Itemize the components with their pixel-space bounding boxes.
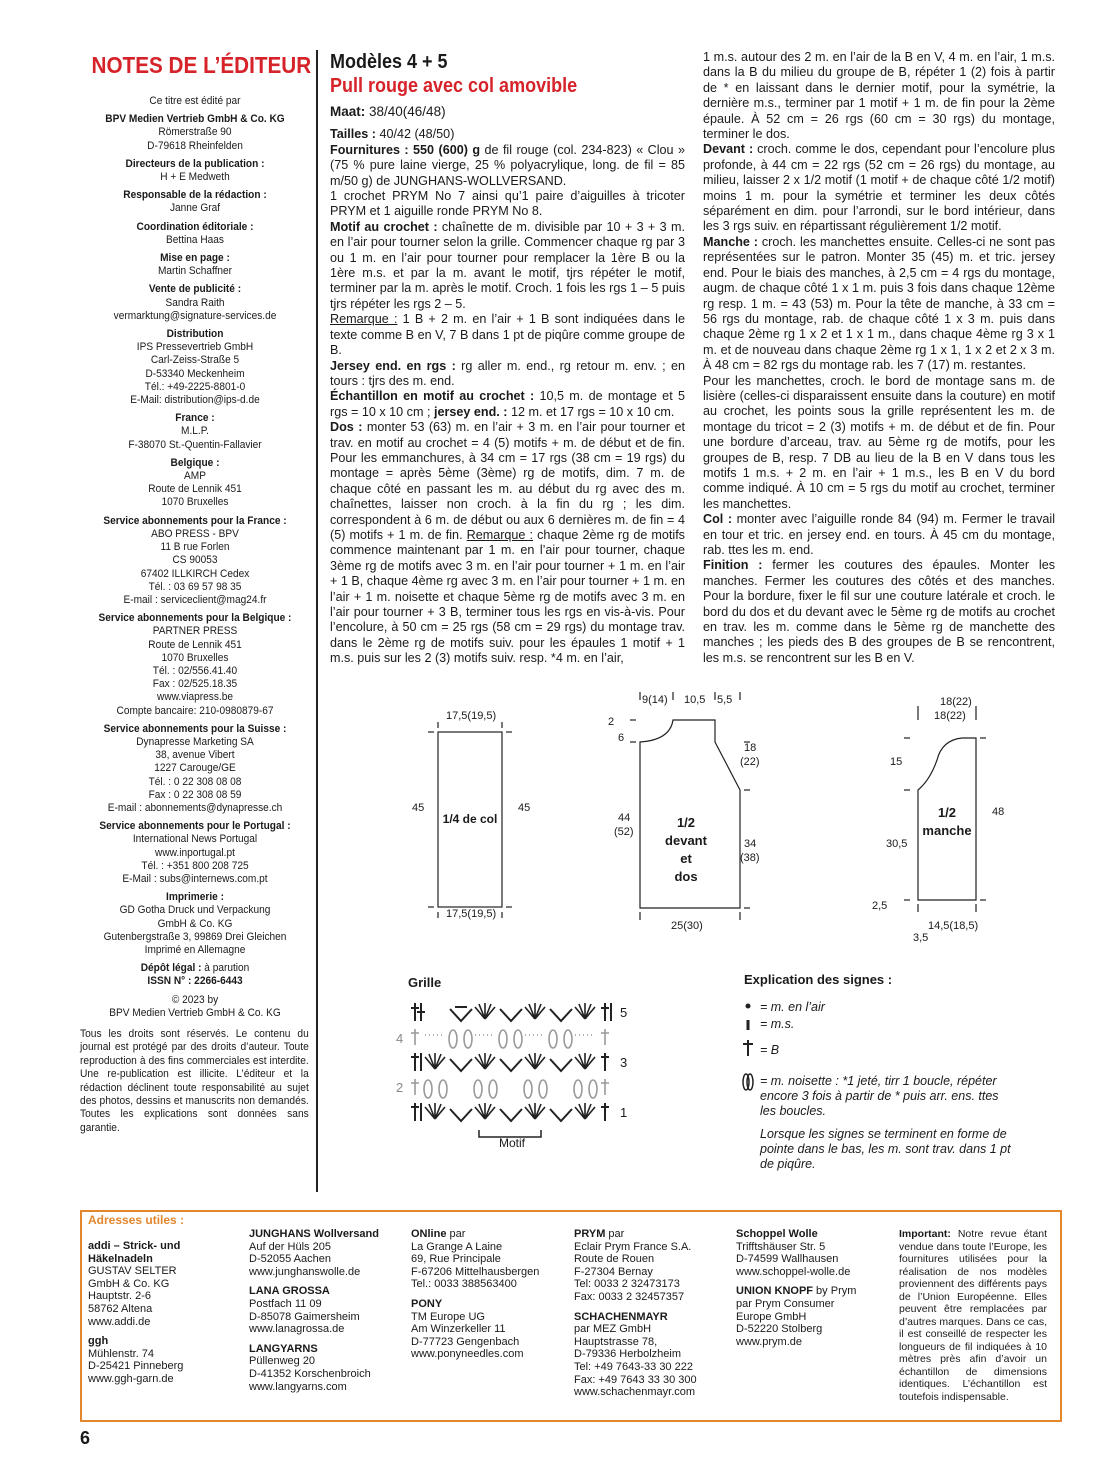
address-line: D-85078 Gaimersheim: [249, 1310, 360, 1323]
instruction-text: monter 53 (63) m. en l’air + 3 m. en l’air pour tourner et trav. en motif au crochet = 4 (5) motifs + m. de début et de fin. Pour les emmanchures, à 34 cm = 17 rgs (38 cm = 19 rgs) du montage = après 5ème (3ème) rg de motifs, dim. 7 m. de chaque côté en passant les m. au début du rg avec des m. chaînettes, laisser non croch. à la fin du rg ; les dim. correspondent à 6 m. de début ou aux 6 dernières m. de fin = 4 (5) motifs + 1 m. de fin.: [330, 420, 686, 542]
address-line: www.addi.de: [88, 1315, 151, 1328]
address-line: 69, Rue Principale: [411, 1253, 501, 1266]
col-label: 1/4 de col: [442, 812, 498, 826]
address-heading-line: [574, 1311, 724, 1324]
editor-block-line: BPV Medien Vertrieb GmbH & Co. KG: [109, 1006, 281, 1019]
row-label-2: 2: [396, 1080, 404, 1095]
instruction-paragraph: [703, 558, 1055, 666]
instruction-text: 10,5 m. de montage et 5 rgs = 10 x 10 cm ;: [330, 389, 685, 419]
address-line: TM Europe UG: [411, 1310, 485, 1323]
body-top-b: 10,5: [684, 694, 706, 706]
addresses-col-4: [574, 1228, 724, 1406]
address-line: Am Winzerkeller 11: [411, 1323, 506, 1336]
address-heading: PONY: [411, 1297, 443, 1310]
pattern-instructions-2: [703, 50, 1055, 666]
instruction-heading: Tailles :: [330, 127, 376, 142]
address-line: par MEZ GmbH: [574, 1323, 652, 1336]
addresses-col-1: [88, 1240, 238, 1393]
schematics: [330, 690, 1080, 944]
editor-block-line: GmbH & Co. KG: [157, 917, 233, 930]
address-line: Tel.: 0033 388563400: [411, 1278, 517, 1291]
editor-block-line: AMP: [184, 470, 206, 483]
instruction-heading: Manche :: [703, 234, 758, 249]
address-line: D-74599 Wallhausen: [736, 1253, 839, 1266]
editor-block-line: Sandra Raith: [165, 296, 225, 309]
col-top-dim: 17,5(19,5): [446, 710, 497, 722]
row-label-5: 5: [620, 1005, 628, 1020]
editor-block-line: www.viapress.be: [157, 691, 233, 704]
editor-block-line: IPS Pressevertrieb GmbH: [136, 341, 254, 354]
instruction-text: rg aller m. end., rg retour m. env. ; en tours : tjrs des m. end.: [330, 358, 685, 388]
address-line: Tel: +49 7643-33 30 222: [574, 1360, 693, 1373]
address-line: Postfach 11 09: [249, 1297, 322, 1310]
body-left-1b: (52): [614, 826, 634, 838]
editor-block-heading-line: [89, 962, 301, 975]
col-bottom-dim: 17,5(19,5): [446, 908, 497, 920]
editor-block-line: Janne Graf: [169, 202, 221, 215]
instruction-text: 1 crochet PRYM No 7 ainsi qu’1 paire d’aiguilles à tricoter PRYM et 1 aiguille ronde PRYM No 8.: [330, 189, 685, 219]
sleeve-left-15: 15: [890, 756, 903, 768]
editor-block: [89, 189, 301, 215]
sleeve-bottom-35: 3,5: [913, 932, 929, 944]
sleeve-top-a: 18(22): [940, 696, 972, 708]
address-line: F-27304 Bernay: [574, 1265, 653, 1278]
address-heading: ONline: [411, 1228, 447, 1240]
instruction-paragraph: [330, 220, 685, 312]
editor-block-heading: France :: [175, 412, 215, 425]
body-top-c: 5,5: [717, 694, 733, 706]
legend-note: Lorsque les signes se terminent en forme de pointe dans le bas, les m. sont trav. dans 1 pt de piqûre.: [760, 1127, 1011, 1171]
body-label-1: 1/2: [676, 815, 696, 830]
editor-block-heading: BPV Medien Vertrieb GmbH & Co. KG: [105, 113, 285, 126]
address-heading: JUNGHANS Wollversand: [249, 1228, 379, 1240]
editor-block-line: Ce titre est édité par: [149, 95, 241, 107]
pattern-subtitle: Pull rouge avec col amovible: [330, 75, 578, 97]
address-heading-line: [249, 1343, 399, 1356]
address-heading-suffix: par: [605, 1228, 625, 1240]
editor-block-heading: Service abonnements pour la France :: [103, 514, 287, 527]
col-right-dim: 45: [518, 802, 531, 814]
instruction-heading: Dos :: [330, 420, 363, 435]
addresses-col-5: [736, 1228, 886, 1355]
editor-block-line: Tél. : 02/556.41.40: [152, 664, 238, 677]
editor-block-heading: Responsable de la rédaction :: [123, 189, 267, 202]
address-heading: addi – Strick- und Häkelnadeln: [88, 1240, 181, 1265]
address-line: Hauptstr. 2-6: [88, 1290, 151, 1303]
body-bottom-dim: 25(30): [671, 920, 703, 932]
editor-block: [89, 891, 301, 957]
instruction-text: 40/42 (48/50): [375, 127, 455, 142]
row-4-symbols: [411, 1029, 609, 1048]
editor-block: [89, 962, 301, 988]
body-right-2: 34: [744, 838, 757, 850]
address-heading: LANA GROSSA: [249, 1285, 330, 1298]
editor-notes-title: NOTES DE L’ÉDITEUR: [91, 52, 312, 78]
editor-block-heading: Vente de publicité :: [148, 283, 242, 296]
legend-title: Explication des signes :: [744, 972, 893, 987]
address-entry: [574, 1228, 724, 1304]
address-entry: [249, 1228, 399, 1278]
instruction-text: de fil rouge (col. 234-823) « Clou » (75 % pure laine vierge, 25 % polyacrylique, long. de fil = 85 m/50 g) de JUNGHANS-WOLLVERSAND.: [330, 142, 686, 188]
editor-block-heading: Distribution: [166, 328, 224, 341]
instruction-text: Remarque :: [466, 527, 534, 542]
legend-chain: = m. en l’air: [760, 1000, 825, 1014]
rights-notice: Tous les droits sont réservés. Le contenu du journal est protégé par des droits d’auteur. Toute reproduction à des fins commerciales est interdite. Une re-publication est illicite. L’éditeur et la rédaction déclinent toute responsabilité au sujet des photos, dessins et manuscrits non demandés. Toutes les explications sont données sans garantie.: [80, 1028, 309, 1134]
body-label: [650, 814, 722, 886]
important-note: [899, 1228, 1047, 1403]
maat-value: 38/40(46/48): [365, 104, 446, 119]
address-line: Europe GmbH: [736, 1310, 807, 1323]
editor-block-line: Route de Lennik 451: [148, 483, 242, 496]
instruction-text: 1 m.s. autour des 2 m. en l’air de la B en V, 4 m. en l’air, 1 m.s. dans la B du milieu du groupe de B, répéter 1 (2) fois à partir de * en laissant dans le dernier motif, pour la symétrie, la dernière m.s., terminer par 1 motif + 1 m. de fin pour la 2ème épaule. À 52 cm = 26 rgs (60 cm = 30 rgs) du montage, terminer le dos.: [703, 50, 1055, 142]
address-entry: [249, 1343, 399, 1393]
body-neck-6: 6: [618, 732, 625, 744]
sleeve-right-dim: 48: [992, 806, 1005, 818]
editor-block-line: Martin Schaffner: [157, 265, 233, 278]
address-line: www.junghanswolle.de: [249, 1265, 361, 1278]
editor-block: [89, 328, 301, 407]
editor-block-line: GD Gotha Druck und Verpackung: [119, 904, 271, 917]
double-crochet-icon: [743, 1040, 753, 1056]
row-label-4: 4: [396, 1031, 404, 1046]
editor-block-line: Route de Lennik 451: [148, 638, 242, 651]
instruction-heading: Col :: [703, 512, 733, 527]
address-entry: [574, 1311, 724, 1399]
editor-block: [89, 612, 301, 718]
editor-block-line: Römerstraße 90: [158, 126, 232, 139]
address-entry: [249, 1285, 399, 1335]
motif-label: Motif: [499, 1136, 526, 1150]
editor-block-line: ABO PRESS - BPV: [151, 527, 239, 540]
instruction-paragraph: [330, 143, 685, 189]
address-line: www.schoppel-wolle.de: [736, 1265, 851, 1278]
pattern-title: Modèles 4 + 5: [330, 51, 448, 73]
address-heading-line: [574, 1228, 724, 1241]
editor-block: [89, 723, 301, 815]
address-heading-suffix: by Prym: [813, 1285, 857, 1298]
col-left-dim: 45: [412, 802, 425, 814]
instruction-paragraph: [703, 374, 1055, 513]
pattern-column-1: [330, 50, 685, 667]
address-line: www.ponyneedles.com: [411, 1348, 524, 1361]
useful-addresses-box: [80, 1210, 1062, 1422]
row-label-3: 3: [620, 1055, 628, 1070]
editor-block-heading: Coordination éditoriale :: [136, 220, 254, 233]
important-text: Notre revue étant vendue dans toute l’Europe, les fournitures utilisées pour la réalisation de nos modèles proviennent des différents pays de l’Union Européenne. Elles peuvent être remplacées par d’autres marques. Dans ce cas, il est conseillé de respecter les longueurs de fil indiquées à 10 mètres près afin d’avoir un échantillon de dimensions identiques. L’échantillon est toutefois indispensable.: [899, 1228, 1047, 1403]
editor-block-line: PARTNER PRESS: [152, 625, 238, 638]
editor-block: [89, 283, 301, 323]
sleeve-left-305: 30,5: [886, 838, 908, 850]
maat-label: Maat:: [330, 104, 366, 119]
editor-block-line: vermarktung@signature-services.de: [113, 309, 277, 322]
editor-block-line: International News Portugal: [132, 833, 258, 846]
editor-block-line: 67402 ILLKIRCH Cedex: [140, 567, 250, 580]
address-line: F-67206 Mittelhausbergen: [411, 1265, 540, 1278]
sleeve-label-2: manche: [922, 823, 972, 838]
address-heading: UNION KNOPF: [736, 1285, 813, 1298]
address-line: Eclair Prym France S.A.: [574, 1240, 692, 1253]
editor-block-line: 1070 Bruxelles: [161, 651, 229, 664]
body-right-1b: (22): [740, 756, 760, 768]
important-label: Important:: [899, 1228, 951, 1240]
legend: [740, 972, 1070, 1182]
instruction-paragraph: [703, 142, 1055, 234]
editor-block-line: Tél. : +351 800 208 725: [141, 859, 249, 872]
editor-block-line: © 2023 by: [171, 993, 219, 1006]
address-entry: [411, 1228, 561, 1291]
address-line: par Prym Consumer: [736, 1297, 835, 1310]
address-line: www.langyarns.com: [249, 1380, 347, 1393]
address-entry: [88, 1240, 238, 1328]
editor-block: [89, 994, 301, 1020]
editor-block-heading: Mise en page :: [160, 252, 230, 265]
maat-line: [330, 104, 685, 119]
editor-block: [89, 221, 301, 247]
row-5-fans: [475, 1003, 595, 1019]
instruction-paragraph: [703, 50, 1055, 142]
editor-block-line: D-79618 Rheinfelden: [147, 139, 243, 152]
editor-block: [89, 252, 301, 278]
editor-block-line: Fax : 0 22 308 08 59: [148, 788, 242, 801]
address-line: Fax: +49 7643 33 30 300: [574, 1373, 697, 1386]
editor-block-line: Bettina Haas: [166, 233, 224, 246]
column-divider: [316, 50, 318, 1192]
editor-block-line: H + E Medweth: [160, 171, 230, 184]
editor-block-line: D-53340 Meckenheim: [145, 367, 245, 380]
editor-block: [89, 113, 301, 153]
editor-block-line: www.inportugal.pt: [155, 846, 235, 859]
editor-block-line: Tél. : 03 69 57 98 35: [148, 580, 242, 593]
legend-puff: = m. noisette : *1 jeté, tirr 1 boucle, répéter encore 3 fois à partir de * puis arr. ens. ttes les boucles.: [760, 1074, 999, 1118]
address-heading-line: [411, 1298, 561, 1311]
address-line: Fax: 0033 2 32457357: [574, 1290, 685, 1303]
address-heading-line: [736, 1228, 886, 1241]
address-line: Route de Rouen: [574, 1253, 655, 1266]
address-heading: Schoppel Wolle: [736, 1228, 818, 1240]
address-line: Püllenweg 20: [249, 1355, 316, 1368]
address-heading-line: [249, 1285, 399, 1298]
body-right-1: 18: [744, 742, 757, 754]
editor-block-heading: Service abonnements pour la Suisse :: [103, 722, 287, 735]
editor-block-line: E-mail : abonnements@dynapresse.ch: [107, 801, 283, 814]
editor-block-line: M.L.P.: [181, 425, 209, 438]
editor-block-line: E-Mail : subs@internews.com.pt: [122, 872, 268, 885]
address-line: www.lanagrossa.de: [249, 1323, 345, 1336]
editor-block-heading: Directeurs de la publication :: [125, 157, 265, 170]
editor-block-line: Tél.: +49-2225-8801-0: [144, 380, 246, 393]
editor-block: [89, 158, 301, 184]
row-5-symbols: [411, 1003, 611, 1021]
sleeve-label-1: 1/2: [937, 805, 957, 820]
editor-block: [89, 457, 301, 510]
address-entry: [736, 1228, 886, 1278]
address-heading: SCHACHENMAYR: [574, 1310, 668, 1323]
pattern-instructions-1: [330, 127, 685, 666]
instruction-heading: Échantillon en motif au crochet :: [330, 389, 535, 404]
instruction-heading: Jersey end. en rgs :: [330, 358, 456, 373]
editor-block-heading: Service abonnements pour la Belgique :: [98, 612, 292, 625]
editor-block: [89, 515, 301, 607]
editor-block: [89, 412, 301, 452]
address-line: D-77723 Gengenbach: [411, 1335, 520, 1348]
address-line: D-52055 Aachen: [249, 1253, 331, 1266]
editor-block-line: Tél. : 0 22 308 08 08: [148, 775, 242, 788]
address-heading-line: [736, 1285, 886, 1298]
instruction-paragraph: [330, 127, 685, 142]
sleeve-top-b: 18(22): [934, 710, 966, 722]
instruction-heading: jersey end. :: [433, 404, 508, 419]
page-number: 6: [80, 1428, 91, 1448]
instruction-text: monter avec l’aiguille ronde 84 (94) m. Fermer le travail en tour et tric. en jersey end. en tours. À 45 cm du montage, rab. ttes les m. end.: [703, 512, 1055, 557]
editor-block-line: F-38070 St.-Quentin-Fallavier: [128, 438, 262, 451]
editor-block-line: Gutenbergstraße 3, 99869 Drei Gleichen: [103, 930, 287, 943]
instruction-heading: Finition :: [703, 558, 763, 573]
address-heading: PRYM: [574, 1228, 606, 1240]
editor-block-heading: Belgique :: [170, 456, 220, 469]
address-heading-suffix: par: [446, 1228, 466, 1240]
address-line: 58762 Altena: [88, 1302, 153, 1315]
legend-icons: [740, 998, 760, 1118]
legend-single-crochet: = m.s.: [760, 1017, 795, 1031]
instruction-text: 1 B + 2 m. en l’air + 1 B sont indiquées dans le texte comme B en V, 7 B dans 1 pt de piqûre comme groupe de B.: [330, 312, 685, 358]
legend-double-crochet: = B: [760, 1043, 780, 1057]
address-heading: LANGYARNS: [249, 1342, 318, 1355]
body-label-3: et: [680, 851, 692, 866]
instruction-paragraph: [703, 235, 1055, 374]
addresses-col-2: [249, 1228, 399, 1400]
instruction-text: chaque 2ème rg de motifs commence maintenant par 1 m. en l’air pour tourner, chaque 3ème rg de motifs avec 3 m. en l’air pour tourner + 1 m. en l’air + 1 B, chaque 4ème rg avec 3 m. en l’air pour tourner + 1 m. en l’air + 1 m. noisette et chaque 5ème rg de motifs avec 3 m. en l’air pour tourner + 3 B, terminer tous les rgs en vis-à-vis. Pour l’encolure, à 50 cm = 25 rgs (58 cm = 29 rgs) du montage trav. dans le 2ème rg de motifs suiv. pour les épaules 1 motif + 1 m.s. puis sur les 2 (3) motifs suiv. resp. *4 m. en l’air,: [330, 527, 685, 666]
editor-block-line: E-mail : serviceclient@mag24.fr: [123, 593, 267, 606]
puff-stitch-icon: [743, 1074, 753, 1090]
instruction-heading: Motif au crochet :: [330, 219, 438, 234]
editor-block-heading: Service abonnements pour le Portugal :: [99, 820, 291, 833]
chain-dot-icon: [746, 1004, 751, 1009]
address-line: www.prym.de: [736, 1335, 803, 1348]
chart-symbols: [395, 975, 645, 1155]
sleeve-bottom-dim: 14,5(18,5): [928, 920, 979, 932]
editor-block: [89, 820, 301, 886]
row-2-symbols: [411, 1079, 609, 1098]
instruction-paragraph: [330, 389, 685, 420]
editor-block-line: 38, avenue Vibert: [155, 749, 235, 762]
address-heading-line: [88, 1240, 238, 1265]
instruction-paragraph: [330, 359, 685, 390]
address-line: GUSTAV SELTER: [88, 1265, 177, 1278]
editor-block-line: Carl-Zeiss-Straße 5: [150, 354, 240, 367]
instruction-text: Remarque :: [330, 312, 398, 327]
instruction-heading: Fournitures : 550 (600) g: [330, 142, 481, 157]
address-line: D-52220 Stolberg: [736, 1323, 823, 1336]
sleeve-left-25: 2,5: [872, 900, 888, 912]
addresses-title: Adresses utiles :: [88, 1213, 185, 1227]
address-line: D-41352 Korschenbroich: [249, 1367, 371, 1380]
instruction-text: 12 m. et 17 rgs = 10 x 10 cm.: [507, 404, 675, 419]
address-entry: [88, 1335, 238, 1385]
pattern-column-2: [703, 50, 1055, 666]
editor-block-line: Fax : 02/525.18.35: [152, 678, 238, 691]
instruction-text: fermer les coutures des épaules. Monter les manches. Fermer les coutures des côtés et des manches. Pour la bordure, fixer le fil sur une couture latérale et croch. le bord du dos et du devant avec le 5ème rg de motifs au crochet en trav. les m. comme dans le 5ème rg de manchette des manches ; les pieds des B des groupes de B se rencontrent, les m.s. se rencontrent sur les B en V.: [703, 558, 1055, 665]
editor-block-line: Compte bancaire: 210-0980879-67: [116, 704, 274, 717]
instruction-paragraph: [330, 420, 685, 667]
address-line: D-79336 Herbolzheim: [574, 1348, 681, 1361]
address-line: GmbH & Co. KG: [88, 1277, 170, 1290]
address-line: La Grange A Laine: [411, 1240, 503, 1253]
editor-block-line: 1227 Carouge/GE: [154, 762, 236, 775]
address-heading-line: [249, 1228, 399, 1241]
address-entry: [411, 1298, 561, 1361]
editor-notes-column: [80, 52, 310, 1135]
editor-notes-blocks: [80, 95, 310, 1020]
body-left-1: 44: [618, 812, 631, 824]
editor-block-heading: Dépôt légal :: [140, 962, 202, 975]
body-neck-2: 2: [608, 716, 615, 728]
instruction-heading: Devant :: [703, 142, 754, 157]
address-line: Hauptstrasse 78,: [574, 1335, 658, 1348]
body-top-a: 9(14): [642, 694, 668, 706]
row-label-1: 1: [620, 1105, 628, 1120]
editor-block-line: Dynapresse Marketing SA: [136, 735, 254, 748]
editor-block-line: Imprimé en Allemagne: [144, 943, 246, 956]
body-label-2: devant: [665, 833, 707, 848]
instruction-text: Pour les manchettes, croch. le bord de montage sans m. de lisière (celles-ci disparaissent ensuite dans la couture) en motif au crochet, les points sous la grille représentent les m. de montage du tricot = 2 (3) motifs + m. de début et de fin. Pour une bordure d’arceau, trav. au 5ème rg de motifs, pour les groupes de B, resp. 7 DB au lieu de la B en V dans tous les motifs 1 m.s. + 2 m. en l’air + 1 m.s., les B en V du bord comme indiqué. À 10 cm = 5 rgs du motif au crochet, terminer les manchettes.: [703, 373, 1055, 511]
address-line: www.schachenmayr.com: [574, 1386, 696, 1399]
address-heading-line: [88, 1335, 238, 1348]
editor-block-line: CS 90053: [172, 554, 218, 567]
instruction-text: chaînette de m. divisible par 10 + 3 + 3 m. en l’air pour tourner selon la grille. Commencer chaque rg par 3 ou 1 m. en l’air pour tourner pour remplacer la 1ère B ou la 1ère m.s. et par la m. avant le motif, tjrs répéter le motif, terminer par la m. après le motif. Croch. 1 fois les rgs 1 – 5 puis tjrs répéter les rgs 2 – 5.: [330, 219, 685, 311]
instruction-paragraph: [330, 189, 685, 220]
instruction-text: croch. les manchettes ensuite. Celles-ci ne sont pas représentées sur le patron. Monter 35 (45) m. et tric. jersey end. Pour le biais des manches, à 2,5 cm = 4 rgs du montage, augm. de chaque côté 1 x 1 m. puis 3 fois dans chaque 12ème rg resp. 1 m. = 43 (53) m. Pour la tête de manche, à 33 cm = 56 rgs du montage, rab. de chaque côté 1 x 3 m. puis dans chaque 2ème rg 1 x 2 et 1 x 1 m., dans chaque 4ème rg 3 x 1 m. et de nouveau dans chaque 2ème rg 1 x 1, 1 x 2 et 2 x 3 m. À 48 cm = 82 rgs du montage rab. les 7 (17) m. restantes.: [703, 234, 1055, 373]
editor-block-line: E-Mail: distribution@ips-d.de: [130, 394, 260, 407]
address-line: D-25421 Pinneberg: [88, 1360, 184, 1373]
address-line: Trifftshäuser Str. 5: [736, 1240, 826, 1253]
editor-block-line: ISSN N° : 2266-6443: [147, 975, 243, 988]
grille-title: Grille: [408, 975, 442, 990]
address-line: Tel: 0033 2 32473173: [574, 1278, 680, 1291]
instruction-paragraph: [330, 312, 685, 358]
editor-block: [89, 95, 301, 108]
instruction-paragraph: [703, 512, 1055, 558]
addresses-col-3: [411, 1228, 561, 1368]
address-line: www.ggh-garn.de: [88, 1372, 174, 1385]
address-line: Auf der Hüls 205: [249, 1240, 331, 1253]
editor-block-heading-suffix: à parution: [201, 962, 250, 975]
body-right-2b: (38): [740, 852, 760, 864]
address-heading: ggh: [88, 1335, 109, 1348]
editor-block-heading: Imprimerie :: [166, 891, 224, 904]
address-line: Mühlenstr. 74: [88, 1347, 155, 1360]
address-heading-line: [411, 1228, 561, 1241]
instruction-text: croch. comme le dos, cependant pour l’encolure plus profonde, à 44 cm = 22 rgs (52 cm = 26 rgs) du montage, au milieu, laisser 2 x 1/2 motif (1 motif + de chaque côté 1/2 motif) moins 1 m. pour la symétrie et terminer les deux côtés séparément en dim. pour l’arrondi, sur le bord intérieur, dans les 3 rgs suiv. en répartissant régulièrement 1/2 motif.: [703, 142, 1056, 234]
crochet-chart: [395, 975, 645, 1155]
editor-block-line: 11 B rue Forlen: [160, 541, 230, 554]
editor-block-line: 1070 Bruxelles: [161, 496, 229, 509]
body-label-4: dos: [674, 869, 698, 884]
address-entry: [736, 1285, 886, 1348]
sleeve-label: [922, 804, 972, 840]
